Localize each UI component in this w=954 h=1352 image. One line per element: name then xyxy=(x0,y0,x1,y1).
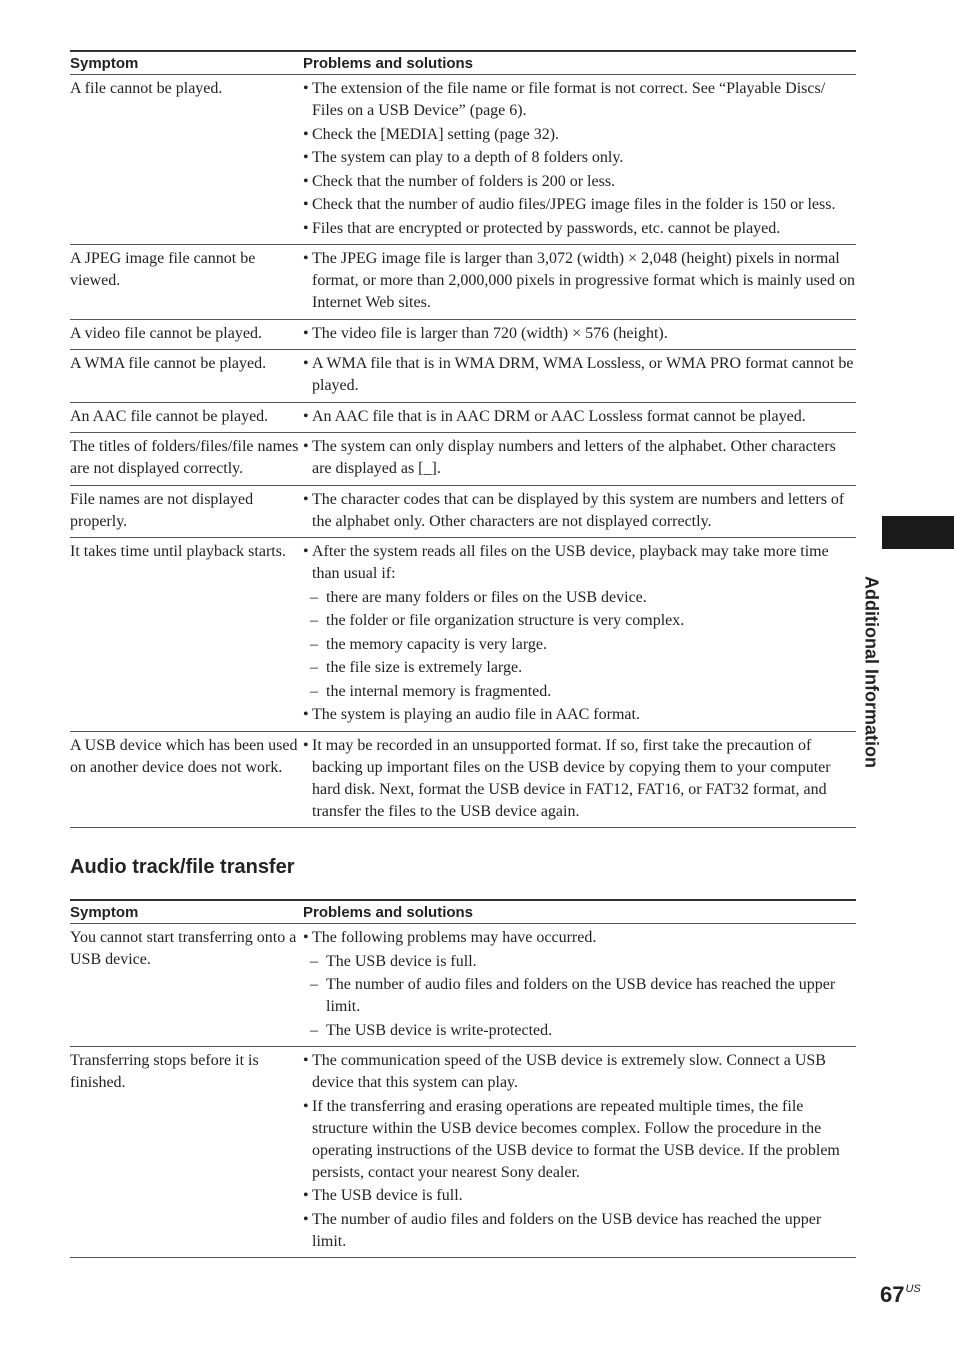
solutions-cell xyxy=(303,540,856,728)
table-header xyxy=(70,50,856,75)
bullet-marker: • xyxy=(303,149,309,166)
item-text: Files that are encrypted or protected by passwords, etc. cannot be played. xyxy=(312,219,781,237)
item-text: The following problems may have occurred. xyxy=(312,929,597,946)
bullet-marker: • xyxy=(303,219,309,237)
item-text: The communication speed of the USB device is extremely slow. Connect a USB device that this system can play. xyxy=(312,1052,826,1091)
bullet-marker: • xyxy=(303,438,309,455)
item-text: Check the [MEDIA] setting (page 32). xyxy=(312,125,560,143)
dash-item xyxy=(303,587,856,609)
table-usb-playback xyxy=(70,50,856,828)
bullet-item xyxy=(303,436,856,480)
solutions-cell xyxy=(303,435,856,482)
header-solutions: Problems and solutions xyxy=(303,903,474,921)
item-text: The system can play to a depth of 8 folders only. xyxy=(312,149,624,166)
side-label-text: Additional Information xyxy=(861,576,882,768)
solutions-cell xyxy=(303,1049,856,1254)
dash-marker: – xyxy=(310,976,318,993)
dash-marker: – xyxy=(310,682,318,700)
item-text: The character codes that can be displayed by this system are numbers and letters of the alphabet only. Other characters are not displayed correctly. xyxy=(312,490,845,530)
page-number xyxy=(880,1282,921,1308)
item-text: Check that the number of folders is 200 or less. xyxy=(312,172,616,190)
solutions-cell xyxy=(303,926,856,1043)
bullet-item xyxy=(303,489,856,533)
dash-item xyxy=(303,951,856,973)
table-row xyxy=(70,403,856,434)
table-row xyxy=(70,1047,856,1258)
table-row xyxy=(70,320,856,351)
item-text: The USB device is write-protected. xyxy=(326,1021,553,1039)
item-text: The JPEG image file is larger than 3,072 (width) × 2,048 (height) pixels in normal format, or more than 2,000,000 pixels in progressive format which is mainly used on Internet Web sites. xyxy=(312,250,856,311)
symptom-cell: An AAC file cannot be played. xyxy=(70,407,269,425)
header-symptom: Symptom xyxy=(70,54,139,72)
symptom-cell: A WMA file cannot be played. xyxy=(70,355,267,372)
bullet-item xyxy=(303,1050,856,1094)
bullet-marker: • xyxy=(303,324,309,342)
dash-item xyxy=(303,681,856,703)
dash-marker: – xyxy=(310,1021,318,1039)
symptom-cell: A USB device which has been used on another device does not work. xyxy=(70,736,298,776)
item-text: The USB device is full. xyxy=(326,952,477,970)
solutions-cell xyxy=(303,77,856,241)
item-text: The video file is larger than 720 (width) × 576 (height). xyxy=(312,324,668,342)
table-row xyxy=(70,732,856,829)
item-text: the memory capacity is very large. xyxy=(326,635,547,653)
bullet-item xyxy=(303,704,856,726)
bullet-marker: • xyxy=(303,407,309,425)
item-text: An AAC file that is in AAC DRM or AAC Lossless format cannot be played. xyxy=(312,407,806,425)
item-text: The number of audio files and folders on the USB device has reached the upper limit. xyxy=(326,976,836,1015)
item-text: If the transferring and erasing operations are repeated multiple times, the file structure within the USB device becomes complex. Follow the procedure in the operating instructions of the USB device to format the USB device. If the problem persists, contact your nearest Sony dealer. xyxy=(312,1097,840,1181)
table-row xyxy=(70,486,856,539)
table-row xyxy=(70,245,856,320)
bullet-item xyxy=(303,541,856,585)
dash-item xyxy=(303,657,856,679)
item-text: The extension of the file name or file format is not correct. See “Playable Discs/ Files on a USB Device” (page 6). xyxy=(312,80,826,119)
bullet-item xyxy=(303,78,856,122)
symptom-cell: You cannot start transferring onto a USB device. xyxy=(70,929,297,968)
bullet-item xyxy=(303,218,856,240)
bullet-marker: • xyxy=(303,1052,309,1069)
section-tab-marker xyxy=(882,516,954,549)
dash-marker: – xyxy=(310,659,318,676)
bullet-marker: • xyxy=(303,250,309,267)
dash-marker: – xyxy=(310,588,318,606)
bullet-marker: • xyxy=(303,172,309,190)
item-text: Check that the number of audio files/JPEG image files in the folder is 150 or less. xyxy=(312,196,836,213)
bullet-item xyxy=(303,927,856,949)
bullet-item xyxy=(303,194,856,216)
dash-marker: – xyxy=(310,612,318,629)
bullet-item xyxy=(303,1185,856,1207)
symptom-cell: File names are not displayed properly. xyxy=(70,490,254,530)
item-text: there are many folders or files on the USB device. xyxy=(326,588,647,606)
item-text: The USB device is full. xyxy=(312,1187,463,1204)
item-text: The system is playing an audio file in AAC format. xyxy=(312,706,640,723)
bullet-marker: • xyxy=(303,543,309,560)
table-row xyxy=(70,924,856,1047)
symptom-cell: Transferring stops before it is finished. xyxy=(70,1052,259,1091)
dash-item xyxy=(303,1020,856,1042)
symptom-cell: The titles of folders/files/file names are not displayed correctly. xyxy=(70,438,299,477)
bullet-marker: • xyxy=(303,490,309,508)
dash-marker: – xyxy=(310,635,318,653)
bullet-item xyxy=(303,1096,856,1184)
bullet-marker: • xyxy=(303,80,309,97)
symptom-cell: A file cannot be played. xyxy=(70,80,223,97)
page-number-suffix: US xyxy=(905,1283,921,1295)
item-text: After the system reads all files on the USB device, playback may take more time than usual if: xyxy=(312,543,829,582)
table-header xyxy=(70,899,856,924)
solutions-cell xyxy=(303,247,856,316)
item-text: the file size is extremely large. xyxy=(326,659,523,676)
item-text: the internal memory is fragmented. xyxy=(326,682,552,700)
symptom-cell: A video file cannot be played. xyxy=(70,324,262,342)
bullet-marker: • xyxy=(303,929,309,946)
solutions-cell xyxy=(303,734,856,825)
table-transfer xyxy=(70,899,856,1258)
item-text: The number of audio files and folders on the USB device has reached the upper limit. xyxy=(312,1210,822,1250)
bullet-marker: • xyxy=(303,1187,309,1204)
bullet-marker: • xyxy=(303,736,309,754)
solutions-cell xyxy=(303,488,856,535)
solutions-cell xyxy=(303,352,856,399)
bullet-item xyxy=(303,1209,856,1253)
bullet-marker: • xyxy=(303,706,309,723)
bullet-marker: • xyxy=(303,125,309,143)
dash-item xyxy=(303,974,856,1018)
table-row xyxy=(70,433,856,486)
bullet-item xyxy=(303,248,856,314)
solutions-cell xyxy=(303,322,856,347)
bullet-item xyxy=(303,124,856,146)
symptom-cell: It takes time until playback starts. xyxy=(70,543,286,560)
bullet-item xyxy=(303,406,856,428)
item-text: The system can only display numbers and letters of the alphabet. Other characters are displayed as [_]. xyxy=(312,438,836,477)
bullet-marker: • xyxy=(303,1097,309,1115)
bullet-item xyxy=(303,353,856,397)
table-body xyxy=(70,75,856,828)
dash-item xyxy=(303,610,856,632)
dash-marker: – xyxy=(310,952,318,970)
table-row xyxy=(70,538,856,732)
table-row xyxy=(70,75,856,245)
item-text: the folder or file organization structure is very complex. xyxy=(326,612,685,629)
table-body xyxy=(70,924,856,1258)
bullet-item xyxy=(303,171,856,193)
bullet-item xyxy=(303,323,856,345)
section-title: Audio track/file transfer xyxy=(70,856,295,878)
bullet-marker: • xyxy=(303,1210,309,1228)
bullet-marker: • xyxy=(303,355,309,372)
bullet-marker: • xyxy=(303,196,309,213)
header-solutions: Problems and solutions xyxy=(303,54,474,72)
dash-item xyxy=(303,634,856,656)
page-number-value: 67 xyxy=(880,1282,905,1307)
bullet-item xyxy=(303,147,856,169)
item-text: It may be recorded in an unsupported format. If so, first take the precaution of backing up important files on the USB device by copying them to your computer hard disk. Next, format the USB device in FAT12, FAT16, or FAT32 format, and transfer the files to the USB device again. xyxy=(312,736,831,820)
table-row xyxy=(70,350,856,403)
item-text: A WMA file that is in WMA DRM, WMA Lossless, or WMA PRO format cannot be played. xyxy=(312,355,854,394)
bullet-item xyxy=(303,735,856,823)
header-symptom: Symptom xyxy=(70,903,139,921)
solutions-cell xyxy=(303,405,856,430)
symptom-cell: A JPEG image file cannot be viewed. xyxy=(70,250,256,289)
